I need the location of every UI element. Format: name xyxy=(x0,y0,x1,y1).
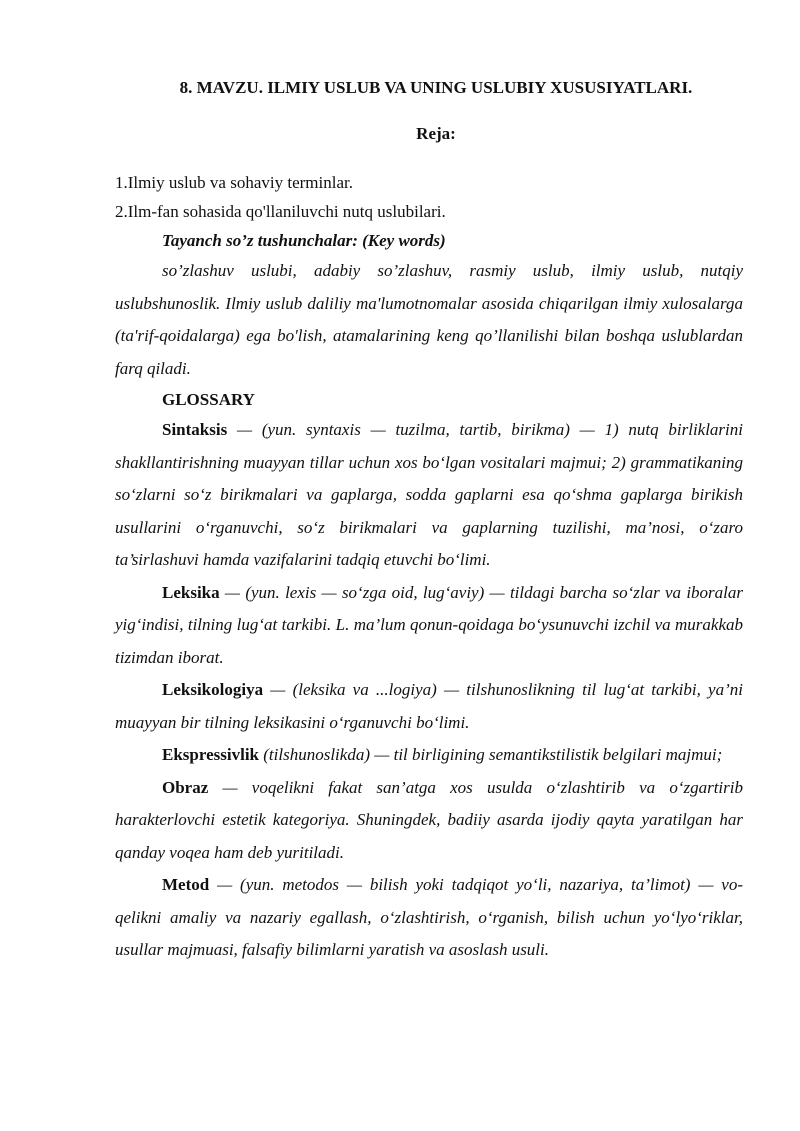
glossary-entry-ekspressivlik xyxy=(115,739,743,772)
glossary-term: Leksika xyxy=(162,582,220,602)
keywords-paragraph: so’zlashuv uslubi, adabiy so’zlashuv, rasmiy uslub, ilmiy uslub, nutqiy uslubshunoslik. Ilmiy uslub daliliy ma'lumotnomalar asosida chiqarilgan ilmiy xulosalarga (ta'rif-qoidalarga) ega bo'lish, atamalarining keng qo’llanilishi bilan boshqa uslublardan farq qiladi. xyxy=(115,261,743,378)
glossary-entry-sintaksis xyxy=(115,414,743,577)
glossary-entry-leksikologiya xyxy=(115,674,743,739)
plan-item-1: 1.Ilmiy uslub va sohaviy terminlar. xyxy=(115,173,353,192)
glossary-definition: (tilshunoslikda) — til birligining semantikstilistik belgilari majmui; xyxy=(259,745,723,764)
glossary-term: Obraz xyxy=(162,777,209,797)
document-title: 8. MAVZU. ILMIY USLUB VA UNING USLUBIY XUSUSIYATLARI. xyxy=(179,78,693,97)
glossary-heading xyxy=(115,385,743,414)
document-body xyxy=(115,168,743,967)
glossary-heading-text: GLOSSARY xyxy=(162,390,255,409)
glossary-term: Metod xyxy=(162,875,210,894)
keywords-label-text: Tayanch so’z tushunchalar: (Key words) xyxy=(162,231,446,250)
glossary-definition: — (yun. lexis — so‘zga oid, lug‘aviy) — tildagi barcha so‘zlar va iboralar yig‘indisi, tilning lug‘at tarkibi. L. ma’lum qonun-qoidaga bo‘ysunuvchi izchil va murakkab tizimdan iborat. xyxy=(115,582,743,667)
glossary-term: Sintaksis xyxy=(162,420,228,439)
glossary-definition: — (yun. metodos — bilish yoki tadqiqot yo‘li, nazariya, ta’limot) — vo-qelikni amaliy va nazariy egallash, o‘zlashtirish, o‘rganish, bilish uchun yo‘lyo‘riklar, usullar majmuasi, falsafiy bilimlarni yaratish va asoslash usuli. xyxy=(115,875,743,959)
glossary-definition: — voqelikni fakat san’atga xos usulda o‘zlashtirib va o‘zgartirib harakterlovchi estetik kategoriya. Shuningdek, badiiy asarda ijodiy qayta yaratilgan har qanday voqea ham deb yuritiladi. xyxy=(115,777,743,862)
plan-heading: Reja: xyxy=(416,124,456,143)
glossary-definition: — (yun. syntaxis — tuzilma, tartib, birikma) — 1) nutq birliklarini shakllantirishning muayyan tillar uchun xos bo‘lgan vositalari majmui; 2) grammatikaning so‘zlarni so‘z birikmalari va gaplarga, sodda gaplarni esa qo‘shma gaplarga birikish usullarini o‘rganuvchi, so‘z birikmalari va gaplarning tuzilishi, ma’nosi, o‘zaro ta’sirlashuvi hamda vazifalarini tadqiq etuvchi bo‘limi. xyxy=(115,420,743,569)
glossary-definition: — (leksika va ...logiya) — tilshunoslikning til lug‘at tarkibi, ya’ni muayyan bir tilning leksikasini o‘rganuvchi bo‘limi. xyxy=(115,680,743,732)
plan-item-2: 2.Ilm-fan sohasida qo'llaniluvchi nutq uslubilari. xyxy=(115,202,446,221)
glossary-entry-metod xyxy=(115,869,743,967)
glossary-term: Ekspressivlik xyxy=(162,745,260,764)
keywords-label xyxy=(115,226,743,255)
glossary-entry-leksika xyxy=(115,577,743,675)
glossary-entry-obraz xyxy=(115,772,743,870)
glossary-term: Leksikologiya xyxy=(162,680,264,699)
